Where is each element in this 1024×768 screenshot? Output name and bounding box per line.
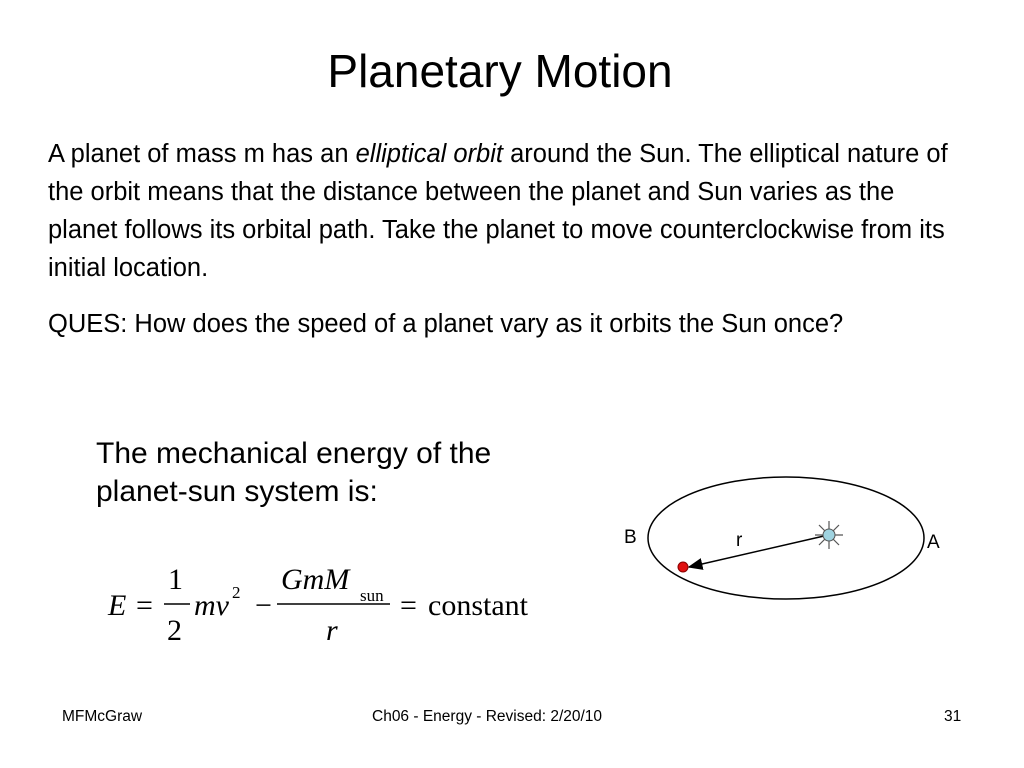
label-B: B	[624, 527, 637, 548]
energy-statement: The mechanical energy of the planet-sun system is:	[96, 437, 492, 508]
eq-exponent: 2	[232, 583, 241, 602]
intro-emphasis: elliptical orbit	[355, 140, 503, 168]
eq-equals-1: =	[136, 589, 153, 622]
eq-mv: mv	[194, 589, 229, 622]
intro-text-before: A planet of mass m has an	[48, 140, 356, 168]
elliptical-orbit	[648, 477, 924, 599]
footer-author: MFMcGraw	[62, 708, 143, 725]
footer-page-number: 31	[944, 708, 962, 725]
eq-constant: constant	[428, 589, 528, 622]
footer-chapter: Ch06 - Energy - Revised: 2/20/10	[372, 708, 603, 725]
planet-dot	[678, 562, 688, 572]
eq-minus: −	[255, 589, 272, 622]
label-A: A	[927, 532, 940, 553]
slide-title: Planetary Motion	[327, 45, 673, 97]
eq-GmM: GmM	[281, 563, 350, 596]
radius-vector-arrow	[689, 536, 824, 567]
eq-equals-2: =	[400, 589, 417, 622]
label-r: r	[736, 530, 743, 551]
eq-sun-subscript: sun	[360, 586, 384, 605]
eq-half-denominator: 2	[167, 614, 182, 647]
eq-E: E	[108, 589, 127, 622]
sun-icon	[815, 521, 843, 549]
eq-r: r	[326, 614, 338, 647]
eq-half-numerator: 1	[168, 563, 183, 596]
question-paragraph: QUES: How does the speed of a planet vary as it orbits the Sun once?	[48, 310, 844, 338]
intro-text-after: around the Sun. The elliptical nature of the orbit means that the distance between the planet and Sun varies as the planet follows its orbital path. Take the planet to move counterclockwise from its initial location.	[48, 140, 948, 282]
